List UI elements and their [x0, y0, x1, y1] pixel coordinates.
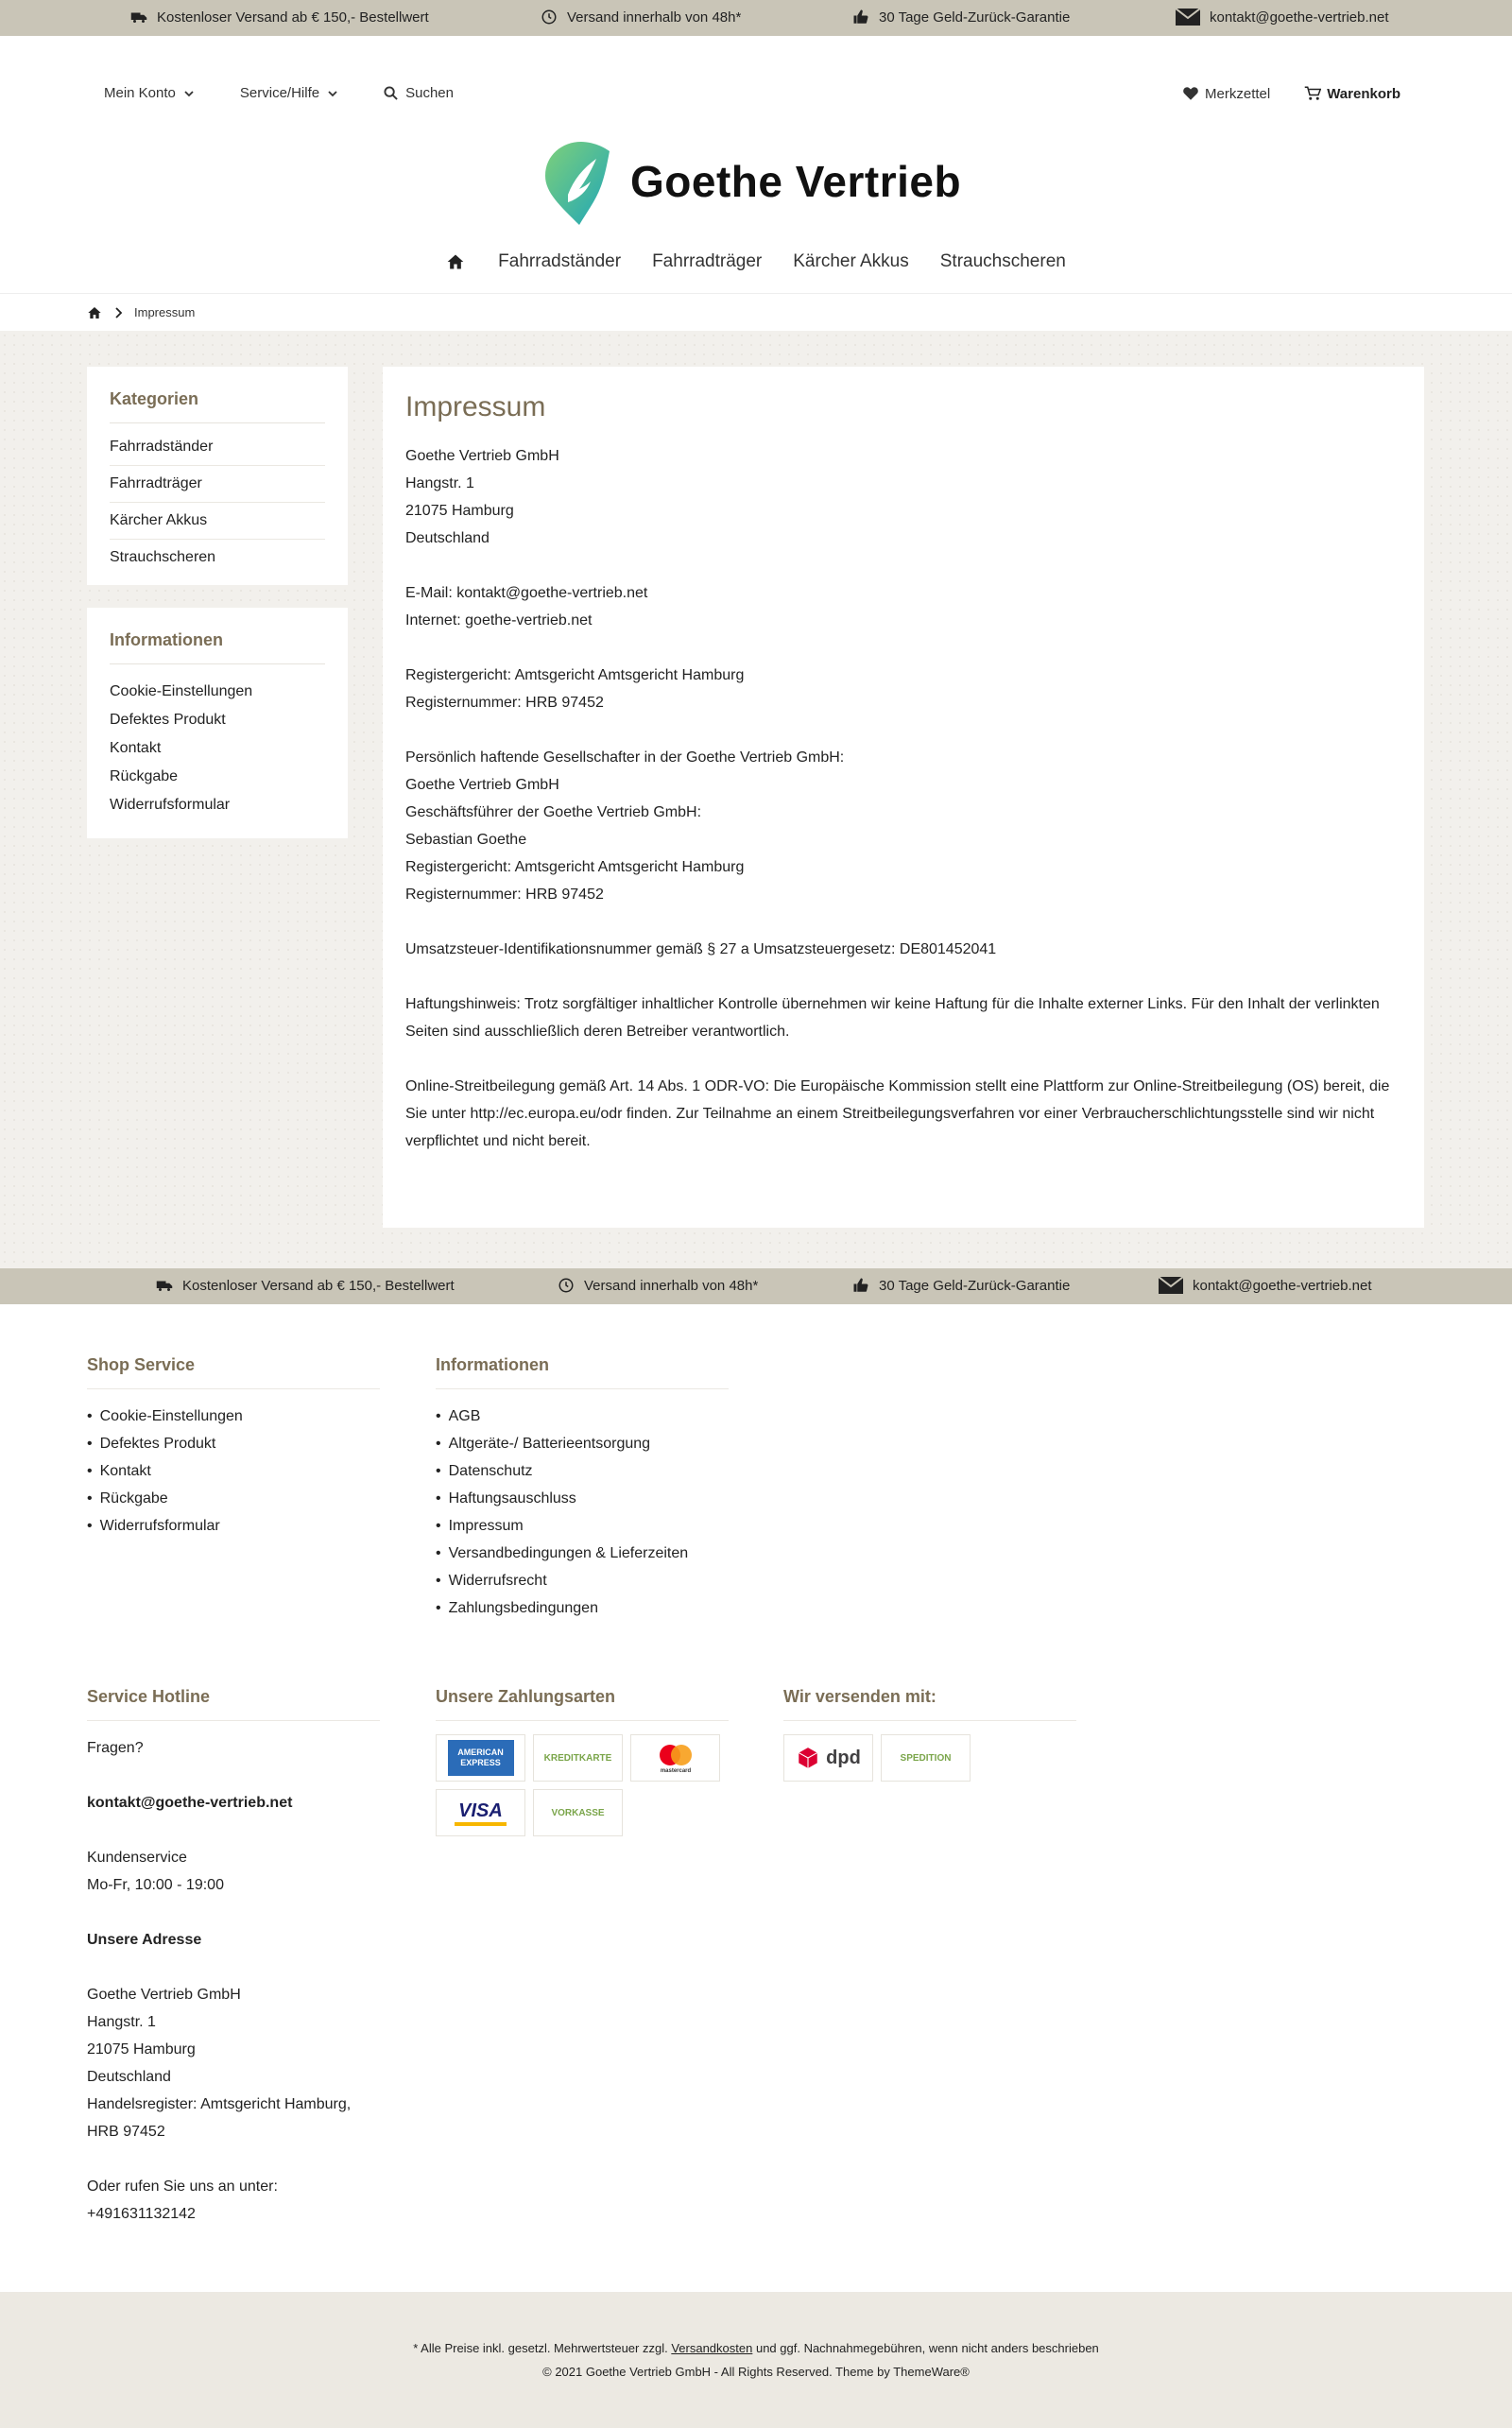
impressum-line: Goethe Vertrieb GmbH — [405, 777, 559, 793]
impressum-line: Haftungshinweis: Trotz sorgfältiger inhaltlicher Kontrolle übernehmen wir keine Haftung für die Inhalte externer Links. Für den Inhalt der verlinkten Seiten sind ausschließlich deren Betreiber verantwortlich. — [405, 996, 1380, 1040]
address-title: Unsere Adresse — [87, 1932, 202, 1948]
page-title: Impressum — [405, 391, 546, 422]
impressum-paragraph — [405, 579, 1401, 634]
info-link[interactable]: Rückgabe — [110, 768, 179, 784]
hotline-phone[interactable]: +491631132142 — [87, 2206, 196, 2222]
impressum-line: Deutschland — [405, 530, 490, 546]
shop-service-column — [87, 1355, 380, 1540]
impressum-line: 21075 Hamburg — [405, 503, 514, 519]
footer-link[interactable]: • Altgeräte-/ Batterieentsorgung — [436, 1430, 729, 1457]
footer-link[interactable]: • Widerrufsrecht — [436, 1567, 729, 1594]
thumbs-up-icon — [852, 9, 869, 26]
payment-title: Unsere Zahlungsarten — [436, 1687, 729, 1721]
copyright-bar — [0, 2292, 1512, 2428]
info-link[interactable]: Widerrufsformular — [110, 797, 231, 813]
shop-service-list — [87, 1403, 380, 1540]
info-link[interactable]: Kontakt — [110, 740, 162, 756]
impressum-paragraphs — [405, 442, 1401, 1155]
main-navigation — [0, 251, 1512, 272]
breadcrumb-current: Impressum — [134, 305, 196, 319]
breadcrumb — [0, 293, 1512, 331]
truck-icon — [156, 1277, 173, 1294]
footer-link[interactable]: • Kontakt — [87, 1457, 380, 1485]
hotline-text: Fragen? kontakt@goethe-vertrieb.net Kundenservice Mo-Fr, 10:00 - 19:00 Unsere Adresse Goethe Vertrieb GmbH Hangstr. 1 21075 Hamburg Deutschland Handelsregister: Amtsgericht Hamburg, HRB 97452 Oder rufen Sie uns an unter: +491631132142 — [87, 1734, 380, 2228]
kreditkarte-logo: KREDITKARTE — [533, 1734, 623, 1782]
shipping-providers — [783, 1734, 1076, 1782]
footer-link[interactable]: • AGB — [436, 1403, 729, 1430]
my-account-menu[interactable]: Mein Konto — [104, 85, 195, 101]
information-title: Informationen — [436, 1355, 729, 1389]
information-title: Informationen — [110, 630, 325, 664]
impressum-line: Sebastian Goethe — [405, 832, 527, 848]
footer-link[interactable]: • Datenschutz — [436, 1457, 729, 1485]
footer-link[interactable]: • Versandbedingungen & Lieferzeiten — [436, 1540, 729, 1567]
home-icon[interactable] — [446, 252, 465, 271]
nav-fahrradstaender[interactable]: Fahrradständer — [498, 251, 622, 271]
site-header — [0, 36, 1512, 271]
impressum-line: Hangstr. 1 — [405, 475, 474, 491]
impressum-line: Geschäftsführer der Goethe Vertrieb GmbH: — [405, 804, 702, 820]
information-list — [110, 678, 325, 819]
nav-fahrradtraeger[interactable]: Fahrradträger — [652, 251, 763, 271]
guarantee-info: 30 Tage Geld-Zurück-Garantie — [852, 9, 1070, 26]
nav-strauchscheren[interactable]: Strauchscheren — [939, 251, 1066, 271]
impressum-paragraph — [405, 662, 1401, 716]
sidebar — [87, 367, 348, 861]
copyright-text: © 2021 Goethe Vertrieb GmbH - All Rights Reserved. Theme by ThemeWare® — [542, 2365, 970, 2379]
information-list — [436, 1403, 729, 1622]
impressum-paragraph — [405, 990, 1401, 1045]
envelope-icon — [1176, 9, 1200, 26]
service-hotline-title: Service Hotline — [87, 1687, 380, 1721]
search-button[interactable]: Suchen — [384, 85, 454, 101]
category-item[interactable]: Kärcher Akkus — [110, 503, 325, 540]
information-card — [87, 608, 348, 838]
account-nav — [104, 85, 454, 101]
footer-link[interactable]: • Haftungsauschluss — [436, 1485, 729, 1512]
free-shipping-info: Kostenloser Versand ab € 150,- Bestellwert — [156, 1277, 455, 1294]
impressum-line: Registernummer: HRB 97452 — [405, 695, 604, 711]
categories-title: Kategorien — [110, 389, 325, 423]
payment-methods — [436, 1734, 729, 1836]
info-link[interactable]: Defektes Produkt — [110, 712, 226, 728]
wishlist-link[interactable]: Merkzettel — [1182, 85, 1270, 102]
email-info[interactable]: kontakt@goethe-vertrieb.net — [1176, 9, 1389, 26]
footer-link[interactable]: • Zahlungsbedingungen — [436, 1594, 729, 1622]
shipping-title: Wir versenden mit: — [783, 1687, 1076, 1721]
logo-leaf-icon — [543, 138, 615, 225]
impressum-paragraph — [405, 1073, 1401, 1155]
search-icon — [384, 86, 398, 100]
dpd-logo: dpd — [783, 1734, 873, 1782]
footer-info-bar — [0, 1268, 1512, 1304]
mastercard-icon — [654, 1742, 697, 1774]
impressum-line: Internet: goethe-vertrieb.net — [405, 612, 593, 629]
chevron-right-icon — [113, 307, 123, 319]
content-area — [0, 331, 1512, 1268]
shop-nav — [1182, 85, 1400, 102]
impressum-paragraph — [405, 936, 1401, 963]
envelope-icon — [1159, 1277, 1183, 1294]
impressum-paragraph — [405, 744, 1401, 908]
cart-icon — [1304, 85, 1321, 102]
clock-icon — [558, 1277, 575, 1294]
information-column — [436, 1355, 729, 1622]
impressum-line: Goethe Vertrieb GmbH — [405, 448, 559, 464]
impressum-paragraph — [405, 442, 1401, 552]
impressum-content — [383, 367, 1424, 1228]
hotline-email[interactable]: kontakt@goethe-vertrieb.net — [87, 1795, 293, 1811]
chevron-down-icon — [327, 88, 338, 99]
footer-link[interactable]: • Widerrufsformular — [87, 1512, 380, 1540]
vat-notice: * Alle Preise inkl. gesetzl. Mehrwertsteuer zzgl. Versandkosten und ggf. Nachnahmegebühren, wenn nicht anders beschrieben — [413, 2341, 1099, 2355]
service-help-menu[interactable]: Service/Hilfe — [240, 85, 338, 101]
delivery-info: Versand innerhalb von 48h* — [541, 9, 741, 26]
cart-link[interactable]: Warenkorb — [1304, 85, 1400, 102]
category-list — [110, 429, 325, 576]
free-shipping-info: Kostenloser Versand ab € 150,- Bestellwert — [130, 9, 429, 26]
amex-logo: AMERICAN EXPRESS — [436, 1734, 525, 1782]
truck-icon — [130, 9, 147, 26]
payment-column — [436, 1687, 729, 1836]
impressum-line: Online-Streitbeilegung gemäß Art. 14 Abs. 1 ODR-VO: Die Europäische Kommission stellt eine Plattform zur Online-Streitbeilegung (OS) bereit, die Sie unter http://ec.europa.eu/odr finden. Zur Teilnahme an einem Streitbeilegungsverfahren vor einer Verbraucherschlichtungsstelle sind wir nicht verpflichtet und nicht bereit. — [405, 1078, 1390, 1149]
logo-text: Goethe Vertrieb — [630, 157, 962, 206]
category-item[interactable]: Strauchscheren — [110, 549, 216, 565]
nav-kaercher-akkus[interactable]: Kärcher Akkus — [793, 251, 909, 271]
delivery-info: Versand innerhalb von 48h* — [558, 1277, 758, 1294]
email-info[interactable]: kontakt@goethe-vertrieb.net — [1159, 1277, 1372, 1294]
home-icon[interactable] — [87, 305, 102, 320]
thumbs-up-icon — [852, 1277, 869, 1294]
visa-logo: VISA — [436, 1789, 525, 1836]
site-logo[interactable] — [543, 138, 961, 225]
footer-link[interactable]: • Cookie-Einstellungen — [87, 1403, 380, 1430]
impressum-line: Persönlich haftende Gesellschafter in der Goethe Vertrieb GmbH: — [405, 749, 845, 766]
footer-link[interactable]: • Impressum — [436, 1512, 729, 1540]
clock-icon — [541, 9, 558, 26]
info-link[interactable]: Cookie-Einstellungen — [110, 683, 253, 699]
shop-service-title: Shop Service — [87, 1355, 380, 1389]
category-item[interactable]: Fahrradträger — [110, 466, 325, 503]
shipping-costs-link[interactable]: Versandkosten — [671, 2341, 753, 2355]
impressum-line: E-Mail: kontakt@goethe-vertrieb.net — [405, 585, 648, 601]
site-footer — [0, 1304, 1512, 2292]
impressum-line: Registergericht: Amtsgericht Amtsgericht Hamburg — [405, 667, 745, 683]
spedition-logo: SPEDITION — [881, 1734, 971, 1782]
chevron-down-icon — [183, 88, 195, 99]
top-info-bar — [0, 0, 1512, 36]
impressum-line: Umsatzsteuer-Identifikationsnummer gemäß § 27 a Umsatzsteuergesetz: DE801452041 — [405, 941, 997, 957]
category-item[interactable]: Fahrradständer — [110, 429, 325, 466]
service-hotline-column — [87, 1687, 380, 2228]
footer-link[interactable]: • Rückgabe — [87, 1485, 380, 1512]
vorkasse-logo: VORKASSE — [533, 1789, 623, 1836]
shipping-column — [783, 1687, 1076, 1782]
footer-link[interactable]: • Defektes Produkt — [87, 1430, 380, 1457]
svg-text:mastercard: mastercard — [660, 1768, 691, 1774]
impressum-line: Registergericht: Amtsgericht Amtsgericht Hamburg — [405, 859, 745, 875]
categories-card — [87, 367, 348, 585]
guarantee-info: 30 Tage Geld-Zurück-Garantie — [852, 1277, 1070, 1294]
mastercard-logo — [630, 1734, 720, 1782]
impressum-line: Registernummer: HRB 97452 — [405, 887, 604, 903]
dpd-cube-icon — [796, 1746, 820, 1770]
heart-icon — [1182, 85, 1199, 102]
